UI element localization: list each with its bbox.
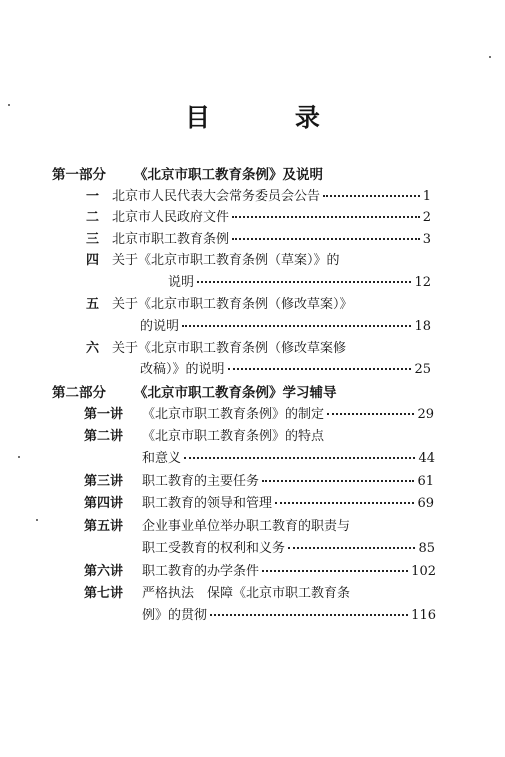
entry-title-cont: 和意义 xyxy=(142,451,182,466)
dot-leader xyxy=(210,608,408,616)
toc-entry-4[interactable] xyxy=(86,249,431,268)
entry-title-cont: 改稿）》的说明 xyxy=(140,362,225,377)
toc-entry-1[interactable] xyxy=(86,185,431,204)
entry-number: 四 xyxy=(86,253,100,268)
entry-title: 关于《北京市职工教育条例（修改草案修 xyxy=(112,341,347,356)
dot-leader xyxy=(182,319,411,327)
dot-leader xyxy=(232,232,420,240)
dot-leader xyxy=(262,564,408,572)
entry-title-cont: 例》的贯彻 xyxy=(142,608,208,623)
toc-entry-6[interactable] xyxy=(86,337,431,356)
entry-number: 第三讲 xyxy=(84,474,124,489)
toc-entry-13[interactable] xyxy=(84,582,436,601)
dot-leader xyxy=(327,407,414,415)
entry-number: 一 xyxy=(86,189,100,204)
toc-entry-10[interactable] xyxy=(84,492,434,511)
page-number: 44 xyxy=(418,451,435,466)
part1-label: 第一部分 xyxy=(52,167,106,183)
toc-entry-2[interactable] xyxy=(86,206,431,225)
scan-speck xyxy=(8,104,10,106)
page-title: 目 录 xyxy=(185,103,358,132)
page-number: 2 xyxy=(422,210,431,225)
entry-title: 北京市人民代表大会常务委员会公告 xyxy=(112,189,321,204)
scan-speck xyxy=(489,56,491,58)
part1-title: 《北京市职工教育条例》及说明 xyxy=(134,167,323,183)
entry-number: 第一讲 xyxy=(84,407,124,422)
entry-number: 五 xyxy=(86,297,100,312)
page-number: 61 xyxy=(417,474,434,489)
toc-entry-13-cont[interactable] xyxy=(142,604,436,623)
entry-title: 职工教育的主要任务 xyxy=(142,474,260,489)
entry-title-cont: 的说明 xyxy=(140,319,180,334)
entry-number: 二 xyxy=(86,210,100,225)
dot-leader xyxy=(228,362,412,370)
toc-entry-9[interactable] xyxy=(84,470,434,489)
page-number: 29 xyxy=(417,407,434,422)
toc-entry-8-cont[interactable] xyxy=(142,447,435,466)
page-number: 85 xyxy=(418,541,435,556)
entry-number: 第七讲 xyxy=(84,586,124,601)
toc-entry-5[interactable] xyxy=(86,293,431,312)
entry-title-cont: 说明 xyxy=(168,275,195,290)
entry-title: 北京市人民政府文件 xyxy=(112,210,230,225)
entry-number: 第五讲 xyxy=(84,519,124,534)
page-number: 102 xyxy=(411,564,436,579)
entry-title: 企业事业单位举办职工教育的职责与 xyxy=(142,519,351,534)
entry-title: 职工教育的办学条件 xyxy=(142,564,260,579)
entry-number: 三 xyxy=(86,232,100,247)
entry-number: 第六讲 xyxy=(84,564,124,579)
part2-title: 《北京市职工教育条例》学习辅导 xyxy=(134,385,337,401)
dot-leader xyxy=(323,189,420,197)
toc-entry-8[interactable] xyxy=(84,425,434,444)
entry-number: 第四讲 xyxy=(84,496,124,511)
dot-leader xyxy=(232,210,420,218)
toc-entry-11[interactable] xyxy=(84,515,434,534)
part2-heading xyxy=(52,381,337,401)
toc-entry-7[interactable] xyxy=(84,403,434,422)
page-number: 12 xyxy=(414,275,431,290)
page-number: 25 xyxy=(414,362,431,377)
page-number: 1 xyxy=(422,189,431,204)
entry-title: 关于《北京市职工教育条例（修改草案）》 xyxy=(112,297,353,312)
part2-label: 第二部分 xyxy=(52,385,106,401)
entry-title: 北京市职工教育条例 xyxy=(112,232,230,247)
entry-title: 严格执法 保障《北京市职工教育条 xyxy=(142,586,351,601)
page-number: 69 xyxy=(417,496,434,511)
dot-leader xyxy=(197,275,411,283)
entry-title: 职工教育的领导和管理 xyxy=(142,496,273,511)
part1-heading xyxy=(52,163,323,183)
dot-leader xyxy=(184,451,415,459)
toc-entry-11-cont[interactable] xyxy=(142,537,435,556)
entry-title-cont: 职工受教育的权利和义务 xyxy=(142,541,286,556)
toc-entry-3[interactable] xyxy=(86,228,431,247)
entry-title: 《北京市职工教育条例》的特点 xyxy=(142,429,325,444)
page-number: 3 xyxy=(422,232,431,247)
scan-speck xyxy=(18,456,20,458)
entry-number: 六 xyxy=(86,341,100,356)
toc-entry-5-cont[interactable] xyxy=(140,315,431,334)
dot-leader xyxy=(275,496,414,504)
toc-entry-4-cont[interactable] xyxy=(168,271,431,290)
entry-title: 关于《北京市职工教育条例（草案）》的 xyxy=(112,253,340,268)
toc-entry-12[interactable] xyxy=(84,560,436,579)
entry-title: 《北京市职工教育条例》的制定 xyxy=(142,407,325,422)
toc-entry-6-cont[interactable] xyxy=(140,358,431,377)
entry-number: 第二讲 xyxy=(84,429,124,444)
dot-leader xyxy=(262,474,414,482)
page-number: 116 xyxy=(411,608,436,623)
dot-leader xyxy=(288,541,415,549)
page-number: 18 xyxy=(414,319,431,334)
scan-speck xyxy=(36,519,38,521)
